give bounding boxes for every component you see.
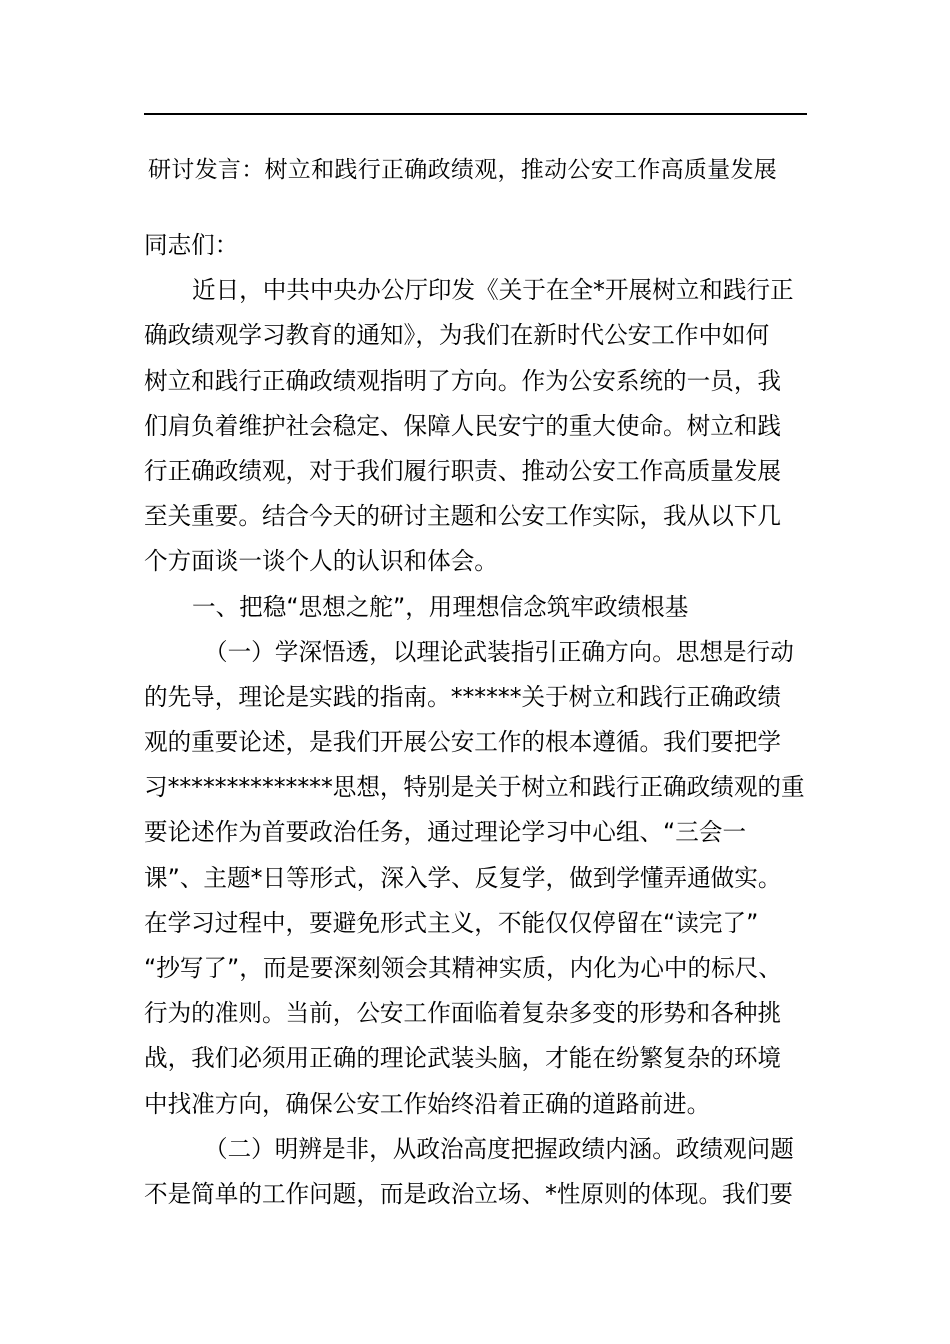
paragraph-line: 课”、主题*日等形式，深入学、反复学，做到学懂弄通做实。: [144, 863, 782, 892]
document-body: [144, 223, 808, 1217]
paragraph-line: 树立和践行正确政绩观指明了方向。作为公安系统的一员，我: [144, 366, 782, 395]
paragraph-line: 在学习过程中，要避免形式主义，不能仅仅停留在“读完了”: [144, 908, 759, 937]
paragraph-line: 要论述作为首要政治任务，通过理论学习中心组、“三会一: [144, 818, 747, 847]
paragraph-line: 们肩负着维护社会稳定、保障人民安宁的重大使命。树立和践: [144, 411, 782, 440]
paragraph-line: 中找准方向，确保公安工作始终沿着正确的道路前进。: [144, 1089, 711, 1118]
document-title: 研讨发言：树立和践行正确政绩观，推动公安工作高质量发展: [148, 157, 778, 183]
paragraph-line: “抄写了”，而是要深刻领会其精神实质，内化为心中的标尺、: [144, 954, 782, 982]
subsection-heading-line: （一）学深悟透，以理论武装指引正确方向。思想是行动: [204, 637, 794, 666]
paragraph-line: 近日，中共中央办公厅印发《关于在全*开展树立和践行正: [192, 276, 794, 305]
paragraph-line: 行正确政绩观，对于我们履行职责、推动公安工作高质量发展: [144, 456, 782, 485]
paragraph-line: 观的重要论述，是我们开展公安工作的根本遵循。我们要把学: [144, 728, 782, 757]
header-rule: [144, 113, 807, 115]
section-heading: 一、把稳“思想之舵”，用理想信念筑牢政绩根基: [192, 592, 689, 621]
paragraph-line: 习**************思想，特别是关于树立和践行正确政绩观的重: [144, 773, 805, 802]
paragraph-line: 行为的准则。当前，公安工作面临着复杂多变的形势和各种挑: [144, 999, 782, 1028]
paragraph-line: 的先导，理论是实践的指南。******关于树立和践行正确政绩: [144, 682, 782, 711]
paragraph-line: 不是简单的工作问题，而是政治立场、*性原则的体现。我们要: [144, 1179, 793, 1208]
paragraph-line: 战，我们必须用正确的理论武装头脑，才能在纷繁复杂的环境: [144, 1044, 782, 1073]
paragraph-line: 至关重要。结合今天的研讨主题和公安工作实际，我从以下几: [144, 502, 782, 531]
paragraph-line: 确政绩观学习教育的通知》，为我们在新时代公安工作中如何: [144, 321, 770, 350]
paragraph-line: 个方面谈一谈个人的认识和体会。: [144, 547, 498, 576]
salutation: 同志们：: [144, 231, 239, 259]
subsection-heading-line: （二）明辨是非，从政治高度把握政绩内涵。政绩观问题: [204, 1134, 794, 1163]
